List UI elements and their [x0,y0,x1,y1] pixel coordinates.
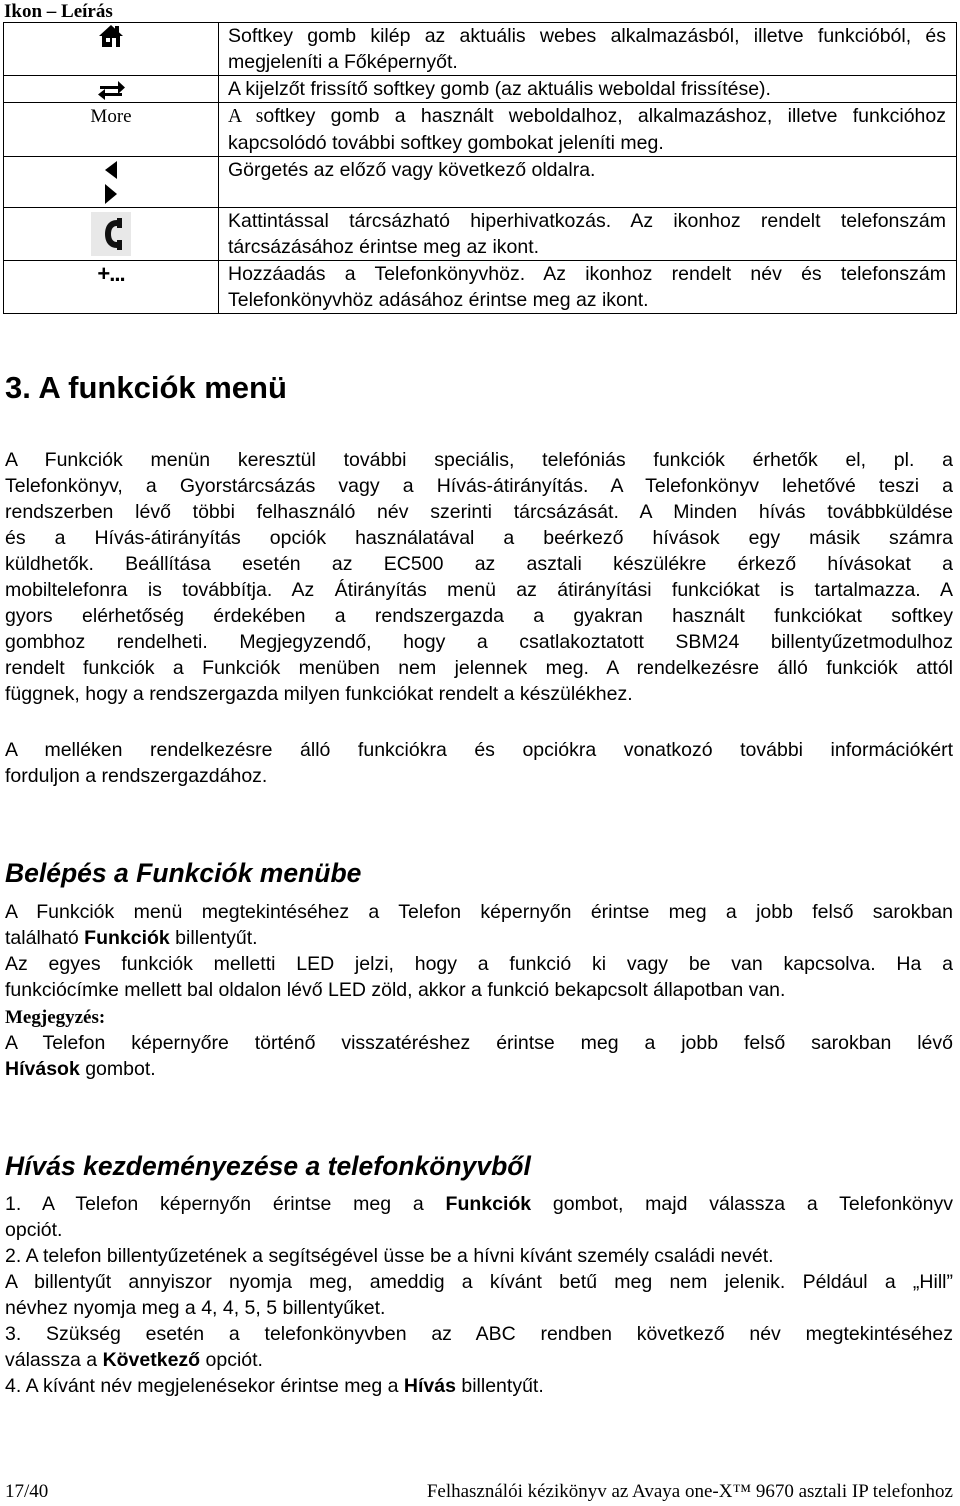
text-fragment: opciót. [200,1349,263,1371]
text-line [5,1191,953,1217]
table-row [4,157,957,208]
text-line: névhez nyomja meg a 4, 4, 5, 5 billentyűket. [5,1297,386,1319]
text-line: rendelt funkciók a Funkciók menüben nem jelennek meg. A rendelkezésre álló funkciók attól [5,657,953,679]
text-fragment: gombot, majd válassza a Telefonkönyv [531,1193,953,1215]
enter-menu-paragraph [5,899,953,1003]
page-number: 17/40 [5,1481,49,1502]
text-line: A melléken rendelkezésre álló funkciókra és opciókra vonatkozó további információkért [5,739,953,761]
call-keyword: Hívás [403,1375,456,1397]
table-row [4,261,957,314]
text-line: és a Hívás-átirányítás opciók használatával a beérkező hívások egy másik számra [5,527,953,549]
text-fragment: található [5,927,85,949]
text-line: forduljon a rendszergazdához. [5,765,268,787]
text-line [5,925,953,951]
functions-keyword: Funkciók [84,927,170,949]
text-fragment: 4. A kívánt név megjelenésekor érintse meg a [5,1375,404,1397]
row-description: A kijelzőt frissítő softkey gomb (az aktuális weboldal frissítése). [219,76,957,103]
row-description [219,103,957,157]
row-description-text: oftkey gomb a használt weboldalhoz, alkalmazáshoz, illetve funkcióhoz kapcsolódó további softkey gombokat jeleníti meg. [228,105,946,154]
icon-cell [4,76,219,103]
icon-cell [4,157,219,208]
table-row [4,208,957,261]
note-label: Megjegyzés: [5,1007,106,1028]
row-description-lead: A s [228,106,264,127]
next-keyword: Következő [102,1349,201,1371]
footer-title: Felhasználói kézikönyv az Avaya one-X™ 9670 asztali IP telefonhoz [426,1481,953,1502]
text-line [5,1056,953,1082]
text-fragment: gombot. [79,1058,156,1080]
enter-menu-title: Belépés a Funkciók menübe [5,858,362,888]
icon-cell [4,103,219,157]
text-line: A billentyűt annyiszor nyomja meg, ameddig a kívánt betű meg nem jelenik. Például a „Hill” [5,1271,953,1293]
scroll-left-icon [103,160,119,180]
more-label: More [90,106,132,127]
text-line [5,1373,953,1399]
table-row [4,23,957,76]
row-description: Softkey gomb kilép az aktuális webes alkalmazásból, illetve funkcióból, és megjeleníti a Főképernyőt. [219,23,957,76]
phone-handset-icon [91,212,131,256]
text-line: mobiltelefonra is továbbítja. Az Átirányítás menü az átirányítási funkciókat is tartalmazza. A [5,579,953,601]
home-icon [98,23,124,49]
text-fragment: 1. A Telefon képernyőn érintse meg a [5,1193,446,1215]
text-line: A Funkciók menün keresztül további speciális, telefóniás funkciók érhetők el, pl. a [5,449,953,471]
table-row [4,103,957,157]
scroll-right-icon [103,183,119,205]
text-line: gombhoz rendelheti. Megjegyzendő, hogy a csatlakoztatott SBM24 billentyűzetmodulhoz [5,631,953,653]
text-line: gyors elérhetőség érdekében a rendszergazda a gyakran használt funkciókat softkey [5,605,953,627]
text-line: Az egyes funkciók melletti LED jelzi, hogy a funkció ki vagy be van kapcsolva. Ha a [5,953,953,975]
text-line: A Telefon képernyőre történő visszatéréshez érintse meg a jobb felső sarokban lévő [5,1032,953,1054]
section-title: 3. A funkciók menü [5,370,287,405]
text-fragment: billentyűt. [455,1375,544,1397]
text-line [5,1347,953,1373]
text-fragment: válassza a [5,1349,103,1371]
text-line: Telefonkönyv, a Gyorstárcsázás vagy a Hívás-átirányítás. A Telefonkönyv lehetővé teszi a [5,475,953,497]
text-line: rendszerben lévő többi felhasználó név szerinti tárcsázását. A Minden hívás továbbküldése [5,501,953,523]
phonebook-title: Hívás kezdeményezése a telefonkönyvből [5,1151,531,1181]
row-description: Görgetés az előző vagy következő oldalra. [219,157,957,208]
phonebook-steps [5,1191,953,1399]
text-line: 3. Szükség esetén a telefonkönyvben az ABC rendben következő név megtekintéséhez [5,1323,953,1345]
text-fragment: billentyűt. [169,927,258,949]
refresh-icon [96,78,126,100]
icon-cell [4,261,219,314]
text-line: funkciócímke mellett bal oldalon lévő LED zöld, akkor a funkció bekapcsolt állapotban van. [5,979,786,1001]
table-row [4,76,957,103]
text-line: 2. A telefon billentyűzetének a segítségével üsse be a hívni kívánt személy családi nevét. [5,1245,774,1267]
add-to-phonebook-label: +... [97,261,125,286]
text-line: függnek, hogy a rendszergazda milyen funkciókat rendelt a készülékhez. [5,683,633,705]
section-paragraph-1 [5,447,953,707]
text-line: opciót. [5,1219,63,1241]
calls-keyword: Hívások [5,1058,80,1080]
icon-cell [4,23,219,76]
scroll-left-right-icon [4,157,218,205]
section-paragraph-2 [5,737,953,789]
note-paragraph [5,1030,953,1082]
text-line: A Funkciók menü megtekintéséhez a Telefon képernyőn érintse meg a jobb felső sarokban [5,901,953,923]
text-line: küldhetők. Beállítása esetén az EC500 az asztali készülékre érkező hívásokat a [5,553,953,575]
icon-cell [4,208,219,261]
row-description: Hozzáadás a Telefonkönyvhöz. Az ikonhoz rendelt név és telefonszám Telefonkönyvhöz adásához érintse meg az ikont. [219,261,957,314]
table-caption: Ikon – Leírás [4,1,113,22]
row-description: Kattintással tárcsázható hiperhivatkozás. Az ikonhoz rendelt telefonszám tárcsázásához érintse meg az ikont. [219,208,957,261]
icon-description-table [3,22,957,314]
functions-keyword: Funkciók [445,1193,532,1215]
